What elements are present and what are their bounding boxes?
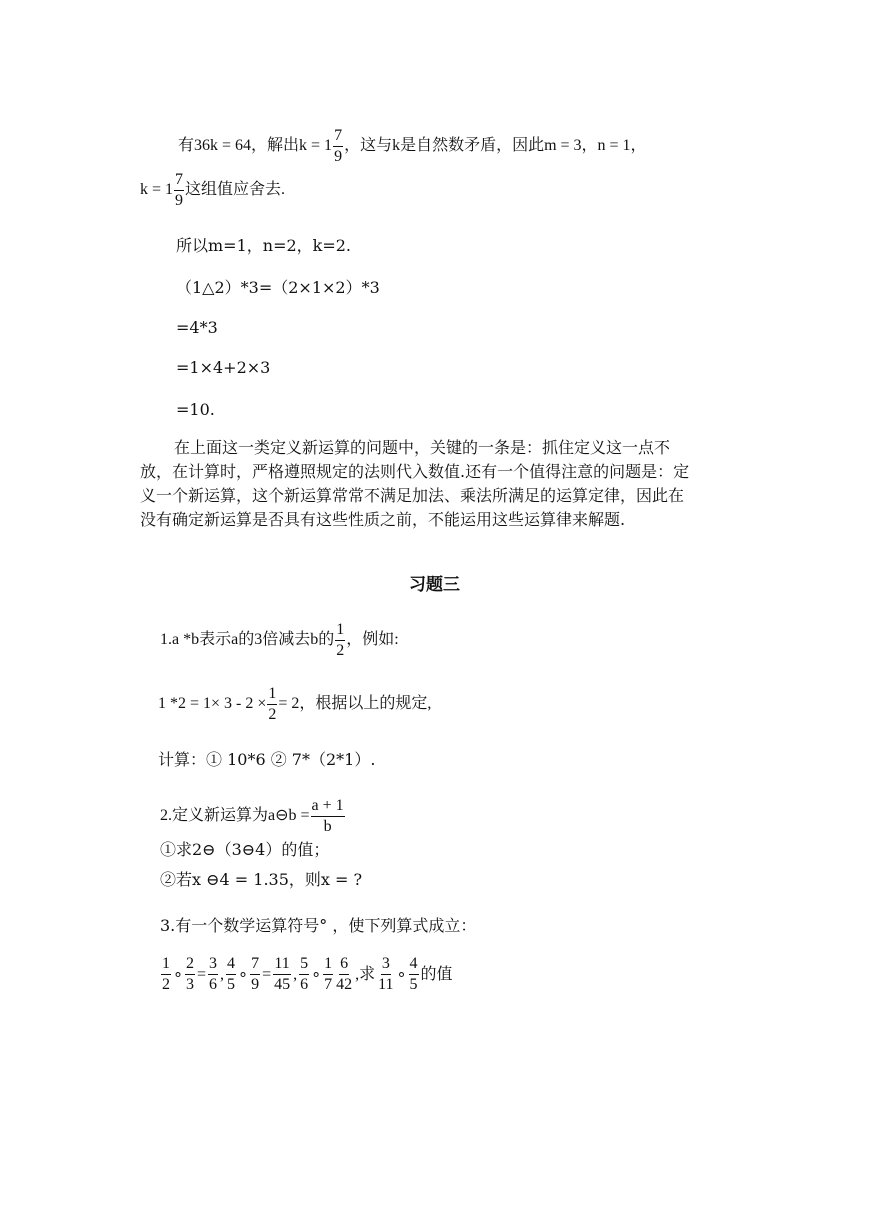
question-3: 3.有一个数学运算符号° ，使下列算式成立： <box>160 916 477 935</box>
question-3-expression <box>160 956 454 993</box>
expression-fraction <box>323 956 333 993</box>
fraction-numerator: a + 1 <box>311 798 345 817</box>
fraction-one-half <box>335 622 345 659</box>
fraction-numerator: 1 <box>335 622 345 641</box>
fraction-denominator: 9 <box>251 976 260 993</box>
question-1-example <box>158 686 431 723</box>
expression-symbol: , <box>293 965 298 983</box>
fraction-denominator: 11 <box>378 976 394 993</box>
question-2-part-1: ①求2⊖（3⊖4）的值； <box>160 840 330 859</box>
fraction-numerator: 11 <box>273 956 290 975</box>
fraction-denominator: 2 <box>336 642 345 659</box>
solution-line-1-text-a: 有36k = 64，解出k = 1 <box>178 137 333 155</box>
fraction-numerator: 4 <box>226 956 236 975</box>
fraction-seven-ninths <box>333 128 343 165</box>
summary-paragraph-line-2: 放，在计算时，严格遵照规定的法则代入数值.还有一个值得注意的问题是：定 <box>140 462 690 481</box>
expression-fraction <box>161 956 171 993</box>
fraction-one-half <box>267 686 277 723</box>
expression-symbol: ∘ <box>311 965 322 983</box>
fraction-numerator: 7 <box>250 956 260 975</box>
summary-paragraph-line-4: 没有确定新运算是否具有这些性质之前，不能运用这些运算律来解题. <box>140 510 626 529</box>
question-1-calculation: 计算：① 10*6 ② 7*（2*1）. <box>158 750 376 769</box>
solution-line-6: =1×4+2×3 <box>176 358 271 377</box>
question-2-part-2: ②若x ⊖4 = 1.35，则x = ? <box>160 870 363 889</box>
fraction-denominator: 6 <box>300 976 309 993</box>
solution-line-2-text-b: 这组值应舍去. <box>185 181 286 199</box>
fraction-numerator: 3 <box>381 956 391 975</box>
fraction-a-plus-1-over-b <box>311 798 345 835</box>
solution-line-4: （1△2）*3=（2×1×2）*3 <box>176 278 380 297</box>
fraction-numerator: 6 <box>339 956 349 975</box>
question-1 <box>160 622 399 659</box>
question-1-example-text-b: = 2，根据以上的规定, <box>278 695 432 713</box>
summary-paragraph-line-1: 在上面这一类定义新运算的问题中，关键的一条是：抓住定义这一点不 <box>174 438 671 457</box>
summary-paragraph <box>140 436 750 532</box>
expression-fraction <box>226 956 236 993</box>
expression-symbol: ∘ <box>396 965 407 983</box>
fraction-denominator: 2 <box>268 706 277 723</box>
fraction-denominator: b <box>323 818 332 835</box>
question-1-text-b: ，例如: <box>346 631 399 649</box>
expression-symbol: = <box>197 965 207 983</box>
fraction-denominator: 3 <box>186 976 195 993</box>
fraction-denominator: 9 <box>334 148 343 165</box>
fraction-denominator: 2 <box>162 976 170 993</box>
fraction-seven-ninths <box>174 172 184 209</box>
fraction-denominator: 6 <box>209 976 218 993</box>
solution-line-3: 所以m=1，n=2，k=2. <box>176 236 352 255</box>
expression-fraction <box>273 956 291 993</box>
solution-line-2-text-a: k = 1 <box>140 181 174 199</box>
fraction-denominator: 45 <box>274 976 291 993</box>
fraction-numerator: 7 <box>333 128 343 147</box>
fraction-denominator: 9 <box>175 192 184 209</box>
fraction-numerator: 1 <box>161 956 171 975</box>
solution-line-1 <box>178 128 647 165</box>
expression-fraction <box>377 956 394 993</box>
expression-symbol: = <box>262 965 272 983</box>
solution-line-7: =10. <box>176 400 215 419</box>
question-1-text-a: 1.a *b表示a的3倍减去b的 <box>160 631 335 649</box>
fraction-numerator: 3 <box>208 956 218 975</box>
expression-symbol: 的值 <box>420 965 453 983</box>
exercise-title: 习题三 <box>409 575 460 595</box>
fraction-numerator: 1 <box>267 686 277 705</box>
fraction-numerator: 1 <box>323 956 333 975</box>
fraction-numerator: 4 <box>409 956 419 975</box>
expression-fraction <box>208 956 218 993</box>
solution-line-2 <box>140 172 285 209</box>
expression-symbol: , <box>220 965 225 983</box>
fraction-denominator: 7 <box>324 976 333 993</box>
expression-fraction <box>185 956 195 993</box>
fraction-denominator: 42 <box>336 976 353 993</box>
fraction-numerator: 2 <box>185 956 195 975</box>
fraction-denominator: 5 <box>227 976 236 993</box>
fraction-numerator: 5 <box>299 956 309 975</box>
expression-fraction <box>409 956 419 993</box>
expression-symbol: ,求 <box>355 965 376 983</box>
summary-paragraph-line-3: 义一个新运算，这个新运算常常不满足加法、乘法所满足的运算定律，因此在 <box>140 486 685 505</box>
fraction-numerator: 7 <box>174 172 184 191</box>
question-2-text-a: 2.定义新运算为a⊖b = <box>160 807 310 825</box>
expression-fraction <box>335 956 353 993</box>
question-1-example-text-a: 1 *2 = 1× 3 - 2 × <box>158 695 267 713</box>
solution-line-1-text-b: ，这与k是自然数矛盾，因此m = 3，n = 1， <box>344 137 647 155</box>
expression-fraction <box>250 956 260 993</box>
expression-symbol: ∘ <box>173 965 184 983</box>
question-2 <box>160 798 346 835</box>
expression-symbol: ∘ <box>238 965 249 983</box>
fraction-denominator: 5 <box>409 976 418 993</box>
solution-line-5: =4*3 <box>176 318 218 337</box>
expression-fraction <box>299 956 309 993</box>
